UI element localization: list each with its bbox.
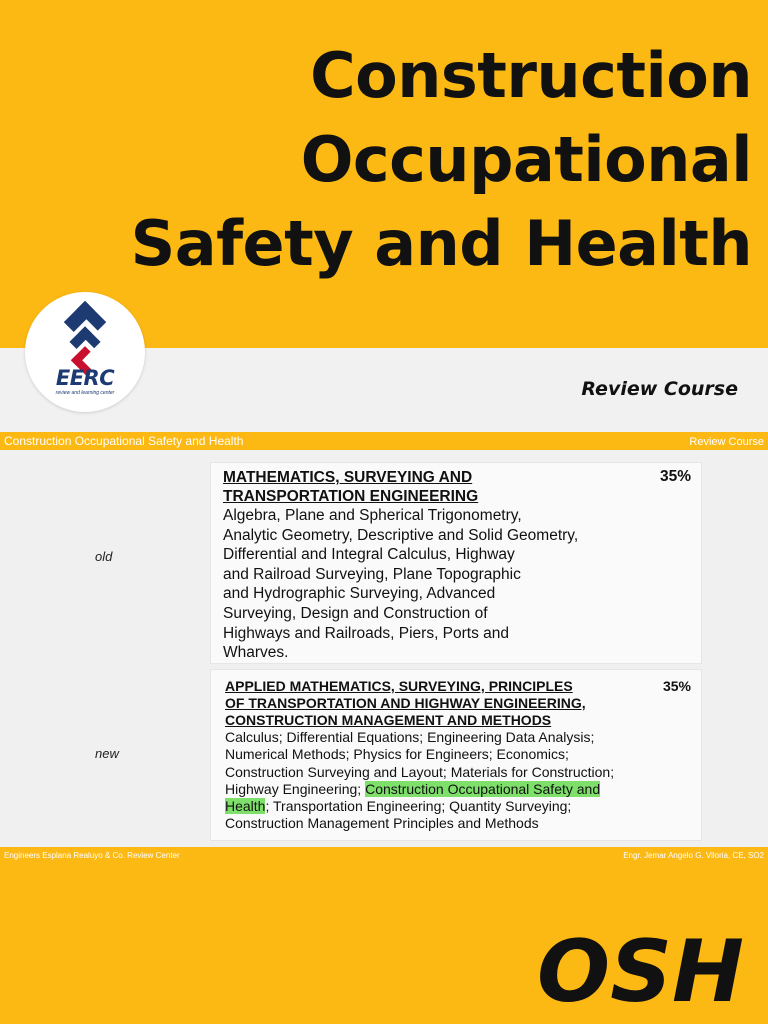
footer-review-center: Engineers Esplana Realuyo & Co. Review Center	[4, 851, 180, 860]
slide-header-subtitle: Review Course	[689, 436, 764, 448]
cover-title-line-2: Occupational	[300, 123, 752, 196]
footer-strip	[0, 847, 768, 867]
new-body-text-after: ; Transportation Engineering; Quantity Surveying; Construction Management Principles and Methods	[225, 798, 572, 832]
old-label: old	[95, 549, 113, 564]
new-label: new	[95, 746, 119, 761]
highlighted-osh-text: Construction Occupational Safety and Health	[225, 780, 601, 815]
new-percent: 35%	[662, 678, 691, 694]
eerc-logo-tagline: review and learning center	[55, 390, 115, 396]
new-syllabus-card	[210, 669, 702, 841]
cover-title-line-1: Construction	[310, 39, 752, 112]
new-heading: APPLIED MATHEMATICS, SURVEYING, PRINCIPLES OF TRANSPORTATION AND HIGHWAY ENGINEERING, CONSTRUCTION MANAGEMENT AND METHODS	[225, 678, 586, 728]
cover-title	[12, 34, 752, 286]
eerc-logo-text: EERC	[55, 366, 115, 390]
slide-header-title: Construction Occupational Safety and Health	[4, 434, 244, 448]
cover-subtitle: Review Course	[581, 378, 738, 400]
old-syllabus-card	[210, 462, 702, 664]
footer-author: Engr. Jemar Angelo G. Viloria, CE, SO2	[623, 851, 764, 860]
bottom-code: OSH	[536, 922, 744, 1022]
eerc-logo	[25, 292, 145, 412]
old-heading: MATHEMATICS, SURVEYING AND TRANSPORTATION ENGINEERING	[223, 469, 479, 505]
syllabus-slide	[0, 432, 768, 847]
slide-header	[0, 432, 768, 450]
old-body: Algebra, Plane and Spherical Trigonometry, Analytic Geometry, Descriptive and Solid Geometry, Differential and Integral Calculus, Highway and Railroad Surveying, Plane Topographic and Hydrographic Surveying, Advanced Surveying, Design and Construction of Highways and Railroads, Piers, Ports and Wharves.	[223, 507, 579, 662]
old-percent: 35%	[659, 468, 691, 485]
new-body	[225, 729, 614, 833]
new-body-text-before: Calculus; Differential Equations; Engineering Data Analysis; Numerical Methods; Physics for Engineers; Economics; Construction Surveying and Layout; Materials for Construction; Highway Engineering;	[225, 729, 615, 797]
cover-title-line-3: Safety and Health	[130, 207, 752, 280]
